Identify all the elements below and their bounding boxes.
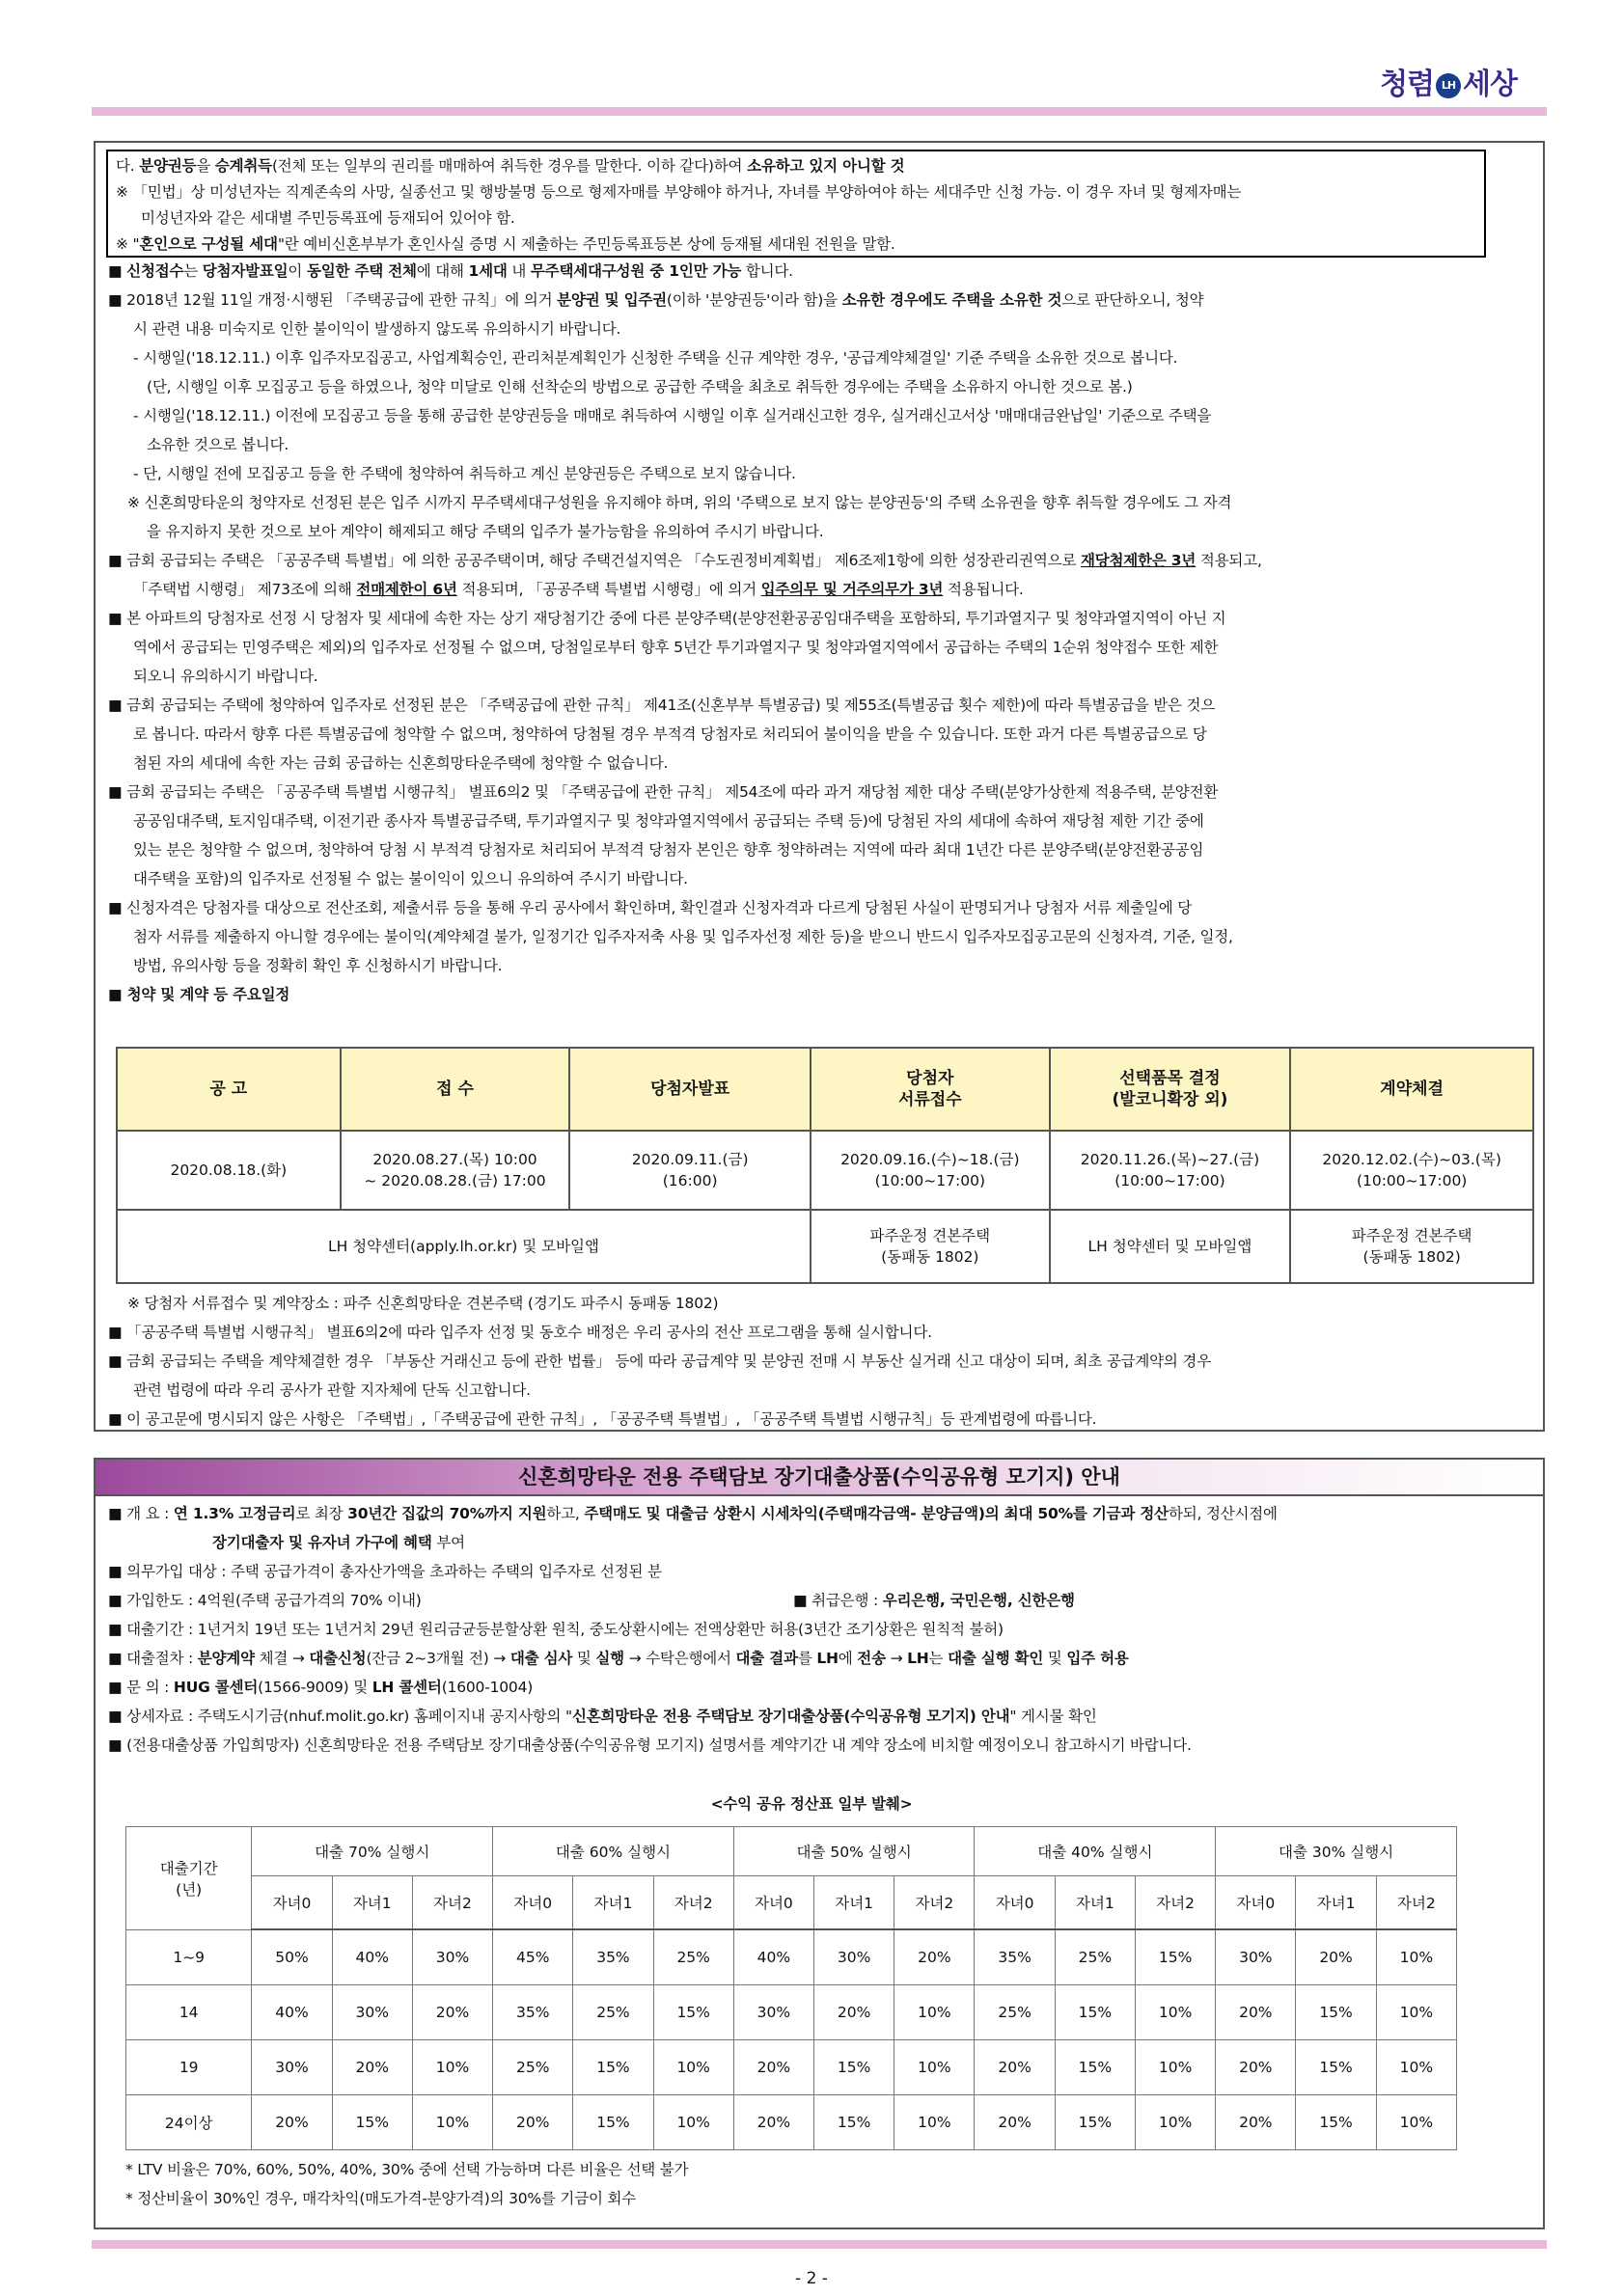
table-cell: 10% bbox=[1376, 2040, 1456, 2095]
notice-body bbox=[108, 257, 1262, 1009]
table-cell: 10% bbox=[1376, 1985, 1456, 2040]
note-box bbox=[106, 150, 1486, 258]
row-label: 24이상 bbox=[126, 2095, 252, 2150]
table-cell: 15% bbox=[1296, 1985, 1376, 2040]
bullet-line: 을 유지하지 못한 것으로 보아 계약이 해제되고 해당 주택의 입주가 불가능함을 유의하여 주시기 바랍니다. bbox=[147, 523, 824, 540]
table-footnotes bbox=[125, 2155, 688, 2213]
sub-header-cell: 자녀0 bbox=[1216, 1876, 1296, 1930]
header-cell: 계약체결 bbox=[1290, 1048, 1533, 1131]
table-row bbox=[126, 2040, 1457, 2095]
table-cell: 20% bbox=[1216, 1985, 1296, 2040]
sub-header-cell: 자녀1 bbox=[814, 1876, 894, 1930]
table-cell: 20% bbox=[733, 2095, 813, 2150]
table-cell: 10% bbox=[653, 2095, 733, 2150]
page-number: - 2 - bbox=[795, 2269, 828, 2288]
table-cell: 15% bbox=[653, 1985, 733, 2040]
schedule-date-row bbox=[117, 1131, 1533, 1210]
note-line: ■ 금회 공급되는 주택을 계약체결한 경우 「부동산 거래신고 등에 관한 법률」 등에 따라 공급계약 및 분양권 전매 시 부동산 실거래 신고 대상이 되며, 최초 공급계약의 경우 bbox=[108, 1353, 1211, 1370]
table-cell: 15% bbox=[332, 2095, 412, 2150]
note-line: 관련 법령에 따라 우리 공사가 관할 지자체에 단독 신고합니다. bbox=[133, 1381, 531, 1399]
group-header-row bbox=[126, 1827, 1457, 1876]
table-cell: 40% bbox=[332, 1929, 412, 1985]
table-cell: 10% bbox=[1376, 1929, 1456, 1985]
table-cell: 10% bbox=[894, 2095, 975, 2150]
bullet-line: - 시행일('18.12.11.) 이전에 모집공고 등을 통해 공급한 분양권등을 매매로 취득하여 시행일 이후 실거래신고한 경우, 실거래신고서상 '매매대금완납일' 기준으로 주택을 bbox=[133, 407, 1212, 424]
table-cell: 15% bbox=[573, 2040, 653, 2095]
table-cell: 20% bbox=[975, 2040, 1055, 2095]
bullet-line: ■ 금회 공급되는 주택에 청약하여 입주자로 선정된 분은 「주택공급에 관한 규칙」 제41조(신혼부부 특별공급) 및 제55조(특별공급 횟수 제한)에 따라 특별공급을 받은 것으 bbox=[108, 697, 1216, 714]
sub-header-cell: 자녀2 bbox=[653, 1876, 733, 1930]
header-cell: 당첨자 서류접수 bbox=[811, 1048, 1050, 1131]
table-cell: 15% bbox=[1296, 2095, 1376, 2150]
note-line: ■ 「공공주택 특별법 시행규칙」 별표6의2에 따라 입주자 선정 및 동호수 배정은 우리 공사의 전산 프로그램을 통해 실시합니다. bbox=[108, 1324, 932, 1341]
table-cell: 20% bbox=[493, 2095, 573, 2150]
revenue-share-table bbox=[125, 1826, 1457, 2150]
sub-header-cell: 자녀0 bbox=[252, 1876, 332, 1930]
loan-line: ■ 가입한도 : 4억원(주택 공급가격의 70% 이내) ■ 취급은행 : 우리은행, 국민은행, 신한은행 bbox=[108, 1592, 1075, 1609]
table-cell: 2020.11.26.(목)~27.(금) (10:00~17:00) bbox=[1050, 1131, 1291, 1210]
table-cell: 20% bbox=[894, 1929, 975, 1985]
table-cell: 15% bbox=[1055, 1985, 1135, 2040]
table-cell: 35% bbox=[573, 1929, 653, 1985]
bullet-line: 첨자 서류를 제출하지 아니할 경우에는 불이익(계약체결 불가, 일정기간 입주자저축 사용 및 입주자선정 제한 등)을 받으니 반드시 입주자모집공고문의 신청자격, 기준, 일정, bbox=[133, 928, 1233, 945]
top-divider bbox=[92, 107, 1547, 116]
row-label: 1~9 bbox=[126, 1929, 252, 1985]
table-row bbox=[126, 2095, 1457, 2150]
schedule-heading: ■ 청약 및 계약 등 주요일정 bbox=[108, 986, 290, 1003]
table-cell: 20% bbox=[814, 1985, 894, 2040]
table-cell: 25% bbox=[653, 1929, 733, 1985]
note-line-4: ※ "혼인으로 구성될 세대"란 예비신혼부부가 혼인사실 증명 시 제출하는 주민등록표등본 상에 등재될 세대원 전원을 말함. bbox=[116, 235, 895, 253]
section-title: 신혼희망타운 전용 주택담보 장기대출상품(수익공유형 모기지) 안내 bbox=[94, 1458, 1545, 1496]
row-label: 19 bbox=[126, 2040, 252, 2095]
table-cell: 15% bbox=[1055, 2095, 1135, 2150]
bullet-line: 첨된 자의 세대에 속한 자는 금회 공급하는 신혼희망타운주택에 청약할 수 없습니다. bbox=[133, 754, 669, 772]
loan-line: ■ 의무가입 대상 : 주택 공급가격이 총자산가액을 초과하는 주택의 입주자로 선정된 분 bbox=[108, 1563, 662, 1580]
sub-header-cell: 자녀1 bbox=[332, 1876, 412, 1930]
bullet-line: 로 봅니다. 따라서 향후 다른 특별공급에 청약할 수 없으며, 청약하여 당첨될 경우 부적격 당첨자로 처리되어 불이익을 받을 수 있습니다. 또한 과거 다른 특별공급으로 당 bbox=[133, 725, 1207, 743]
table-cell: 20% bbox=[1216, 2095, 1296, 2150]
loan-line: ■ 개 요 : 연 1.3% 고정금리로 최장 30년간 집값의 70%까지 지원하고, 주택매도 및 대출금 상환시 시세차익(주택매각금액- 분양금액)의 최대 50%를 기금과 정산하되, 정산시점에 bbox=[108, 1505, 1278, 1522]
table-cell: 15% bbox=[1296, 2040, 1376, 2095]
loan-line: ■ 대출기간 : 1년거치 19년 또는 1년거치 29년 원리금균등분할상환 원칙, 중도상환시에는 전액상환만 허용(3년간 조기상환은 원칙적 불허) bbox=[108, 1621, 1004, 1638]
lh-emblem-icon: LH bbox=[1436, 73, 1461, 98]
footnote: * 정산비율이 30%인 경우, 매각차익(매도가격-분양가격)의 30%를 기금이 회수 bbox=[125, 2190, 637, 2207]
table-cell: 30% bbox=[252, 2040, 332, 2095]
sub-header-cell: 자녀2 bbox=[412, 1876, 492, 1930]
note-line: ■ 이 공고문에 명시되지 않은 사항은 「주택법」,「주택공급에 관한 규칙」, 「공공주택 특별법」, 「공공주택 특별법 시행규칙」등 관계법령에 따릅니다. bbox=[108, 1410, 1097, 1428]
table-cell: 10% bbox=[1376, 2095, 1456, 2150]
note-line: ※ 당첨자 서류접수 및 계약장소 : 파주 신혼희망타운 견본주택 (경기도 파주시 동패동 1802) bbox=[127, 1295, 719, 1312]
bullet-line: ■ 본 아파트의 당첨자로 선정 시 당첨자 및 세대에 속한 자는 상기 재당첨기간 중에 다른 분양주택(분양전환공공임대주택을 포함하되, 투기과열지구 및 청약과열지역이 아닌 지 bbox=[108, 610, 1226, 627]
group-header: 대출 70% 실행시 bbox=[252, 1827, 493, 1876]
loan-details bbox=[108, 1499, 1278, 1760]
note-line-1: 다. 분양권등을 승계취득(전체 또는 일부의 권리를 매매하여 취득한 경우를 말한다. 이하 같다)하여 소유하고 있지 아니할 것 bbox=[116, 157, 905, 175]
table-cell: 파주운정 견본주택 (동패동 1802) bbox=[811, 1210, 1050, 1283]
group-header: 대출 50% 실행시 bbox=[733, 1827, 975, 1876]
table-cell: 10% bbox=[412, 2095, 492, 2150]
table-cell: 35% bbox=[975, 1929, 1055, 1985]
table-cell: 30% bbox=[733, 1985, 813, 2040]
table-cell: 2020.08.18.(화) bbox=[117, 1131, 341, 1210]
revenue-body bbox=[126, 1929, 1457, 2150]
note-line-3: 미성년자와 같은 세대별 주민등록표에 등재되어 있어야 함. bbox=[141, 209, 515, 227]
sub-header-cell: 자녀1 bbox=[1296, 1876, 1376, 1930]
bullet-line: ■ 신청접수는 당첨자발표일이 동일한 주택 전체에 대해 1세대 내 무주택세대구성원 중 1인만 가능 합니다. bbox=[108, 262, 793, 280]
bullet-line: 되오니 유의하시기 바랍니다. bbox=[133, 668, 318, 685]
schedule-table bbox=[116, 1047, 1534, 1284]
sub-header-cell: 자녀1 bbox=[573, 1876, 653, 1930]
table-cell: 2020.09.16.(수)~18.(금) (10:00~17:00) bbox=[811, 1131, 1050, 1210]
table-cell: 10% bbox=[653, 2040, 733, 2095]
sub-header-row bbox=[126, 1876, 1457, 1930]
table-cell: 10% bbox=[1135, 2040, 1215, 2095]
bullet-line: 「주택법 시행령」 제73조에 의해 전매제한이 6년 적용되며, 「공공주택 특별법 시행령」에 의거 입주의무 및 거주의무가 3년 적용됩니다. bbox=[133, 581, 1024, 598]
bullet-line: 시 관련 내용 미숙지로 인한 불이익이 발생하지 않도록 유의하시기 바랍니다. bbox=[133, 320, 621, 338]
bullet-line: 역에서 공급되는 민영주택은 제외)의 입주자로 선정될 수 없으며, 당첨일로부터 향후 5년간 투기과열지구 및 청약과열지역에서 공급하는 주택의 1순위 청약접수 또한 제한 bbox=[133, 639, 1219, 656]
bullet-line: 대주택을 포함)의 입주자로 선정될 수 없는 불이익이 있으니 유의하여 주시기 바랍니다. bbox=[133, 870, 688, 888]
bullet-line: ■ 신청자격은 당첨자를 대상으로 전산조회, 제출서류 등을 통해 우리 공사에서 확인하며, 확인결과 신청자격과 다르게 당첨된 사실이 판명되거나 당첨자 서류 제출일에 당 bbox=[108, 899, 1193, 916]
table-cell: 20% bbox=[733, 2040, 813, 2095]
table-cell: 40% bbox=[733, 1929, 813, 1985]
table-cell: 20% bbox=[252, 2095, 332, 2150]
table-cell: 20% bbox=[332, 2040, 412, 2095]
header-cell: 당첨자발표 bbox=[569, 1048, 811, 1131]
logo: 청렴 LH 세상 bbox=[1380, 68, 1517, 101]
table-cell: 20% bbox=[975, 2095, 1055, 2150]
footnote: * LTV 비율은 70%, 60%, 50%, 40%, 30% 중에 선택 가능하며 다른 비율은 선택 불가 bbox=[125, 2161, 689, 2178]
table-cell: 10% bbox=[1135, 1985, 1215, 2040]
group-header: 대출 30% 실행시 bbox=[1216, 1827, 1457, 1876]
table-cell: 파주운정 견본주택 (동패동 1802) bbox=[1290, 1210, 1533, 1283]
table-cell: 25% bbox=[573, 1985, 653, 2040]
loan-line: ■ 상세자료 : 주택도시기금(nhuf.molit.go.kr) 홈페이지내 공지사항의 "신혼희망타운 전용 주택담보 장기대출상품(수익공유형 모기지) 안내" 게시물 확인 bbox=[108, 1708, 1097, 1725]
table-cell: 40% bbox=[252, 1985, 332, 2040]
group-header: 대출 40% 실행시 bbox=[975, 1827, 1216, 1876]
bullet-line: (단, 시행일 이후 모집공고 등을 하였으나, 청약 미달로 인해 선착순의 방법으로 공급한 주택을 최초로 취득한 경우에는 주택을 소유하지 아니한 것으로 봄.) bbox=[147, 378, 1133, 396]
table-cell: 15% bbox=[1055, 2040, 1135, 2095]
table-cell: 15% bbox=[573, 2095, 653, 2150]
bullet-line: ■ 금회 공급되는 주택은 「공공주택 특별법」에 의한 공공주택이며, 해당 주택건설지역은 「수도권정비계획법」 제6조제1항에 의한 성장관리권역으로 재당첨제한은 3년 적용되고, bbox=[108, 552, 1262, 569]
table-cell: 15% bbox=[1135, 1929, 1215, 1985]
header-cell: 선택품목 결정 (발코니확장 외) bbox=[1050, 1048, 1291, 1131]
table-cell: 10% bbox=[412, 2040, 492, 2095]
row-label: 14 bbox=[126, 1985, 252, 2040]
bullet-line: 있는 분은 청약할 수 없으며, 청약하여 당첨 시 부적격 당첨자로 처리되어 부적격 당첨자 본인은 향후 청약하려는 지역에 따라 최대 1년간 다른 분양주택(분양전환공공임 bbox=[133, 841, 1204, 859]
table-cell: 10% bbox=[1135, 2095, 1215, 2150]
table-cell: 10% bbox=[894, 1985, 975, 2040]
loan-line: 장기대출자 및 유자녀 가구에 혜택 부여 bbox=[212, 1534, 465, 1551]
table-cell: 2020.12.02.(수)~03.(목) (10:00~17:00) bbox=[1290, 1131, 1533, 1210]
bullet-line: 공공임대주택, 토지임대주택, 이전기관 종사자 특별공급주택, 투기과열지구 및 청약과열지역에서 공급되는 주택 등)에 당첨된 자의 세대에 속하여 재당첨 제한 기간 중에 bbox=[133, 812, 1204, 830]
table-row bbox=[126, 1929, 1457, 1985]
group-header: 대출 60% 실행시 bbox=[493, 1827, 734, 1876]
bullet-line: ■ 금회 공급되는 주택은 「공공주택 특별법 시행규칙」 별표6의2 및 「주택공급에 관한 규칙」 제54조에 따라 과거 재당첨 제한 대상 주택(분양가상한제 적용주택, 분양전환 bbox=[108, 783, 1219, 801]
bullet-line: - 단, 시행일 전에 모집공고 등을 한 주택에 청약하여 취득하고 계신 분양권등은 주택으로 보지 않습니다. bbox=[133, 465, 796, 482]
bottom-divider bbox=[92, 2240, 1547, 2249]
table-cell: 50% bbox=[252, 1929, 332, 1985]
bullet-line: - 시행일('18.12.11.) 이후 입주자모집공고, 사업계획승인, 관리처분계획인가 신청한 주택을 신규 계약한 경우, '공급계약체결일' 기준 주택을 소유한 것으로 봅니다. bbox=[133, 349, 1178, 367]
table-cell: 2020.08.27.(목) 10:00 ~ 2020.08.28.(금) 17:00 bbox=[341, 1131, 570, 1210]
table-cell: 45% bbox=[493, 1929, 573, 1985]
sub-header-cell: 자녀0 bbox=[493, 1876, 573, 1930]
schedule-place-row bbox=[117, 1210, 1533, 1283]
sub-header-cell: 자녀2 bbox=[1135, 1876, 1215, 1930]
sub-header-cell: 자녀0 bbox=[733, 1876, 813, 1930]
sub-header-cell: 자녀2 bbox=[1376, 1876, 1456, 1930]
sub-header-cell: 자녀2 bbox=[894, 1876, 975, 1930]
table-cell: 25% bbox=[975, 1985, 1055, 2040]
table-cell: 35% bbox=[493, 1985, 573, 2040]
schedule-header-row bbox=[117, 1048, 1533, 1131]
table-cell: 20% bbox=[1296, 1929, 1376, 1985]
loan-line: ■ 문 의 : HUG 콜센터(1566-9009) 및 LH 콜센터(1600-1004) bbox=[108, 1679, 534, 1696]
bullet-line: ■ 2018년 12월 11일 개정·시행된 「주택공급에 관한 규칙」에 의거 분양권 및 입주권(이하 '분양권등'이라 함)을 소유한 경우에도 주택을 소유한 것으로 판단하오니, 청약 bbox=[108, 291, 1204, 309]
table-cell: 30% bbox=[412, 1929, 492, 1985]
table-cell: 25% bbox=[1055, 1929, 1135, 1985]
table-cell: 30% bbox=[332, 1985, 412, 2040]
table-cell: 2020.09.11.(금) (16:00) bbox=[569, 1131, 811, 1210]
note-line-2: ※ 「민법」상 미성년자는 직계존속의 사망, 실종선고 및 행방불명 등으로 형제자매를 부양해야 하거나, 자녀를 부양하여야 하는 세대주만 신청 가능. 이 경우 자녀 및 형제자매는 bbox=[116, 183, 1242, 201]
bullet-line: 방법, 유의사항 등을 정확히 확인 후 신청하시기 바랍니다. bbox=[133, 957, 503, 974]
table-cell: 30% bbox=[814, 1929, 894, 1985]
header-cell: 접 수 bbox=[341, 1048, 570, 1131]
table-cell: LH 청약센터 및 모바일앱 bbox=[1050, 1210, 1291, 1283]
table-cell: 15% bbox=[814, 2040, 894, 2095]
after-schedule-notes bbox=[108, 1289, 1211, 1434]
table-cell: 30% bbox=[1216, 1929, 1296, 1985]
table-cell: 20% bbox=[1216, 2040, 1296, 2095]
bullet-line: ※ 신혼희망타운의 청약자로 선정된 분은 입주 시까지 무주택세대구성원을 유지해야 하며, 위의 '주택으로 보지 않는 분양권등'의 주택 소유권을 향후 취득할 경우에도 그 자격 bbox=[127, 494, 1232, 511]
sub-header-cell: 자녀0 bbox=[975, 1876, 1055, 1930]
table-cell: 15% bbox=[814, 2095, 894, 2150]
loan-line: ■ (전용대출상품 가입희망자) 신혼희망타운 전용 주택담보 장기대출상품(수익공유형 모기지) 설명서를 계약기간 내 계약 장소에 비치할 예정이오니 참고하시기 바랍니다. bbox=[108, 1736, 1192, 1754]
table-row bbox=[126, 1985, 1457, 2040]
table-cell: 10% bbox=[894, 2040, 975, 2095]
table-cell: LH 청약센터(apply.lh.or.kr) 및 모바일앱 bbox=[117, 1210, 811, 1283]
corner-cell: 대출기간 (년) bbox=[126, 1827, 252, 1930]
loan-line: ■ 대출절차 : 분양계약 체결 → 대출신청(잔금 2~3개월 전) → 대출 심사 및 실행 → 수탁은행에서 대출 결과를 LH에 전송 → LH는 대출 실행 확인 및 입주 허용 bbox=[108, 1650, 1129, 1667]
header-cell: 공 고 bbox=[117, 1048, 341, 1131]
sub-header-cell: 자녀1 bbox=[1055, 1876, 1135, 1930]
table-cell: 20% bbox=[412, 1985, 492, 2040]
table-cell: 25% bbox=[493, 2040, 573, 2095]
table-title: <수익 공유 정산표 일부 발췌> bbox=[710, 1795, 913, 1813]
bullet-line: 소유한 것으로 봅니다. bbox=[147, 436, 289, 453]
